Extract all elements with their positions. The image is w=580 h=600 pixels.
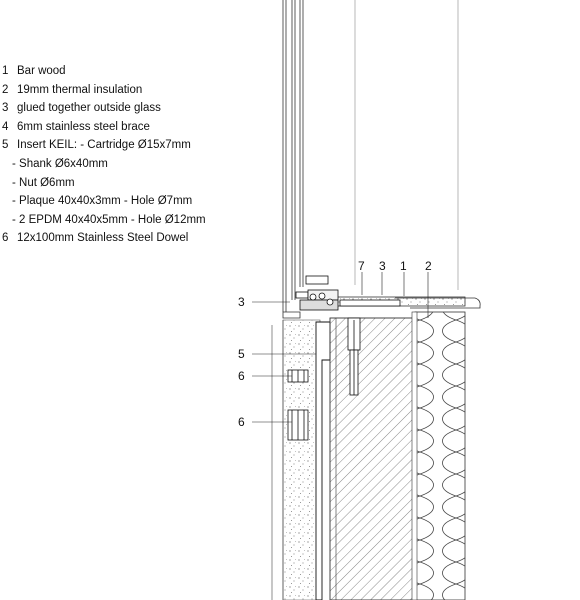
callout-6-upper: 6: [238, 369, 245, 383]
insulation-batten: [412, 312, 417, 600]
callout-1: 1: [400, 259, 407, 273]
legend-item-2: 2 19mm thermal insulation: [2, 83, 143, 96]
callout-6-lower: 6: [238, 415, 245, 429]
stainless-steel-brace: [316, 322, 330, 600]
legend-subitem-shank: - Shank Ø6x40mm: [12, 157, 108, 170]
callout-7: 7: [358, 259, 365, 273]
facade-panel-speckle: [283, 320, 320, 600]
legend-item-4: 4 6mm stainless steel brace: [2, 120, 150, 133]
glass-bottom-outline: [283, 312, 300, 318]
background-wall-lines: [355, 0, 458, 290]
legend-subitem-epdm: - 2 EPDM 40x40x5mm - Hole Ø12mm: [12, 213, 206, 226]
legend-subitem-nut: - Nut Ø6mm: [12, 176, 75, 189]
masonry-wall-hatch: [330, 318, 415, 600]
callout-5: 5: [238, 347, 245, 361]
legend-item-6: 6 12x100mm Stainless Steel Dowel: [2, 232, 189, 245]
legend-item-1: 1 Bar wood: [2, 65, 66, 77]
legend-subitem-plaque: - Plaque 40x40x3mm - Hole Ø7mm: [12, 195, 193, 208]
callout-3-left: 3: [238, 295, 245, 309]
callout-3-top: 3: [379, 259, 386, 273]
callout-2: 2: [425, 259, 432, 273]
thermal-insulation: [415, 312, 465, 600]
keil-insert-anchor: [348, 318, 360, 395]
legend-item-3: 3 glued together outside glass: [2, 102, 161, 115]
glass-pane-lines: [283, 0, 303, 312]
glass-fixing-cluster: [296, 276, 400, 310]
legend-item-5: 5 Insert KEIL: - Cartridge Ø15x7mm: [2, 139, 191, 152]
dowel-lower: [288, 410, 308, 440]
